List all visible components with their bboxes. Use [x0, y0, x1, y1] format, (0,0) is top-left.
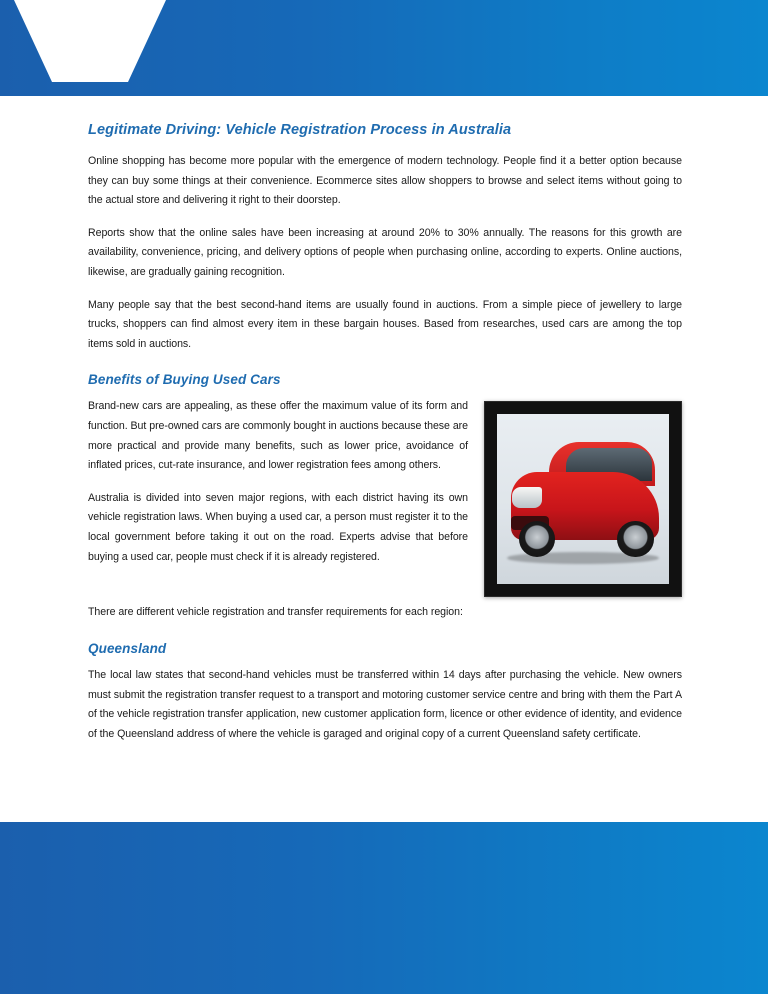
- bottom-banner: [0, 822, 768, 994]
- benefits-paragraph-3: There are different vehicle registration and transfer requirements for each region:: [88, 606, 463, 619]
- benefits-paragraph-2: Australia is divided into seven major regions, with each district having its own vehicle registration laws. When buying a used car, a person must register it to the local government before taking it out on the road. Experts advise that before buying a used car, people must check if it is already registered.: [88, 491, 468, 563]
- car-illustration: [497, 414, 669, 584]
- photo-inner: [497, 414, 669, 584]
- intro-paragraph-3: Many people say that the best second-hand items are usually found in auctions. From a simple piece of jewellery to large trucks, shoppers can find almost every item in these bargain houses. Based from researches, used cars are among the top items sold in auctions.: [88, 298, 682, 350]
- banner-notch: [14, 0, 166, 82]
- intro-paragraph-1: Online shopping has become more popular with the emergence of modern technology. People find it a better option because they can buy some things at their convenience. Ecommerce sites allow shoppers to browse and select items without going to the actual store and delivering it right to their doorstep.: [88, 155, 682, 207]
- car-photo: [484, 401, 682, 597]
- document-content: [88, 122, 682, 757]
- section-heading-benefits: Benefits of Buying Used Cars: [88, 372, 281, 388]
- car-wheel-rear: [617, 521, 653, 557]
- queensland-paragraph-1: The local law states that second-hand vehicles must be transferred within 14 days after purchasing the vehicle. New owners must submit the registration transfer request to a transport and motoring customer service centre and bring with them the Part A of the vehicle registration transfer application, new customer application form, licence or other evidence of identity, and evidence of the Queensland address of where the vehicle is garaged and original copy of a current Queensland safety certificate.: [88, 668, 682, 740]
- benefits-paragraph-1: Brand-new cars are appealing, as these offer the maximum value of its form and function. But pre-owned cars are commonly bought in auctions because these are more practical and provide many benefits, such as lower price, avoidance of inflated prices, cut-rate insurance, and lower registration fees among others.: [88, 400, 468, 472]
- top-banner: [0, 0, 768, 96]
- car-headlight: [512, 487, 541, 507]
- section-heading-queensland: Queensland: [88, 640, 167, 656]
- photo-frame: [484, 401, 682, 597]
- intro-paragraph-2: Reports show that the online sales have been increasing at around 20% to 30% annually. The reasons for this growth are availability, convenience, pricing, and delivery options of people when purchasing online, according to experts. Online auctions, likewise, are gradually gaining recognition.: [88, 226, 682, 278]
- page-title: Legitimate Driving: Vehicle Registration Process in Australia: [88, 122, 512, 138]
